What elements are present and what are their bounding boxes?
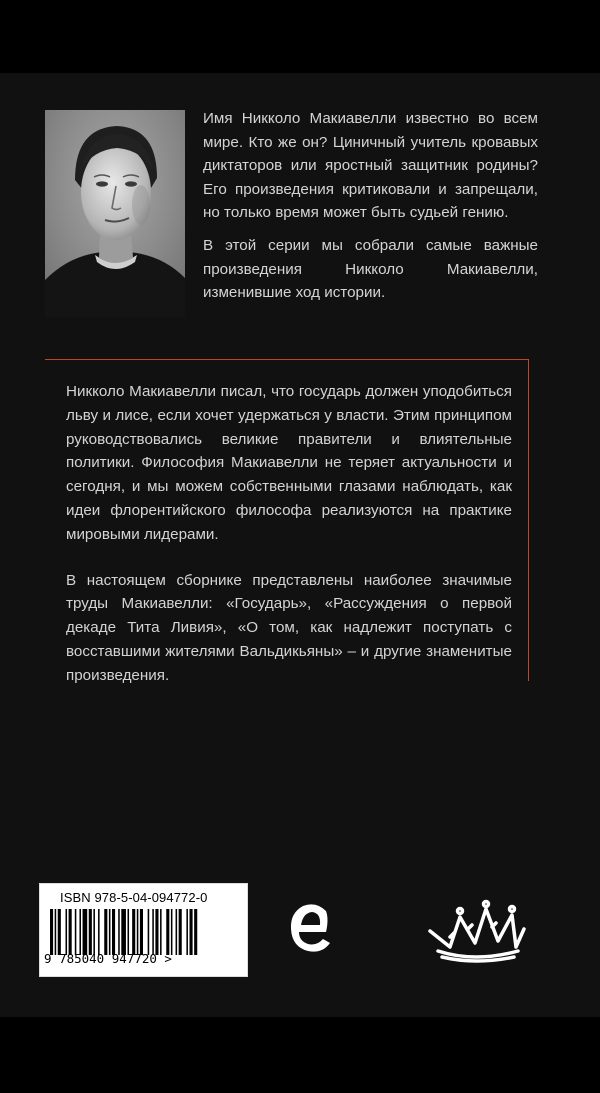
portrait-image xyxy=(45,110,185,317)
intro-paragraph-2: В этой серии мы собрали самые важные произведения Никколо Макиавелли, изменившие ход истории. xyxy=(203,236,538,302)
eksmo-logo-icon xyxy=(286,899,336,955)
barcode-number: 9 785040 947720 > xyxy=(44,951,172,966)
intro-paragraph-1: Имя Никколо Макиавелли известно во всем мире. Кто же он? Циничный учитель кровавых диктаторов или яростный защитник родины? Его произведения критиковали и запрещали, но только время может быть судьей гению. xyxy=(203,110,538,222)
accent-line-right xyxy=(528,359,529,681)
description-paragraph-1: Никколо Макиавелли писал, что государь должен уподобиться льву и лисе, если хочет удержаться у власти. Этим принципом руководствовались великие правители и влиятельные политики. Философия Макиавелли не теряет актуальности и сегодня, и мы можем собственными глазами наблюдать, как идеи флорентийского философа реализуются на практике мировыми лидерами. xyxy=(66,383,512,543)
intro-text xyxy=(203,107,538,314)
description-text xyxy=(66,380,512,710)
crown-logo-icon xyxy=(420,899,530,964)
accent-line-top xyxy=(45,359,529,360)
barcode-icon xyxy=(50,909,238,955)
isbn-label: ISBN 978-5-04-094772-0 xyxy=(60,890,208,905)
barcode-box xyxy=(39,883,248,977)
book-back-cover xyxy=(0,73,600,1017)
description-paragraph-2: В настоящем сборнике представлены наиболее значимые труды Макиавелли: «Государь», «Рассуждения о первой декаде Тита Ливия», «О том, как надлежит поступать с восставшими жителями Вальдикьяны» – и другие знаменитые произведения. xyxy=(66,571,512,684)
